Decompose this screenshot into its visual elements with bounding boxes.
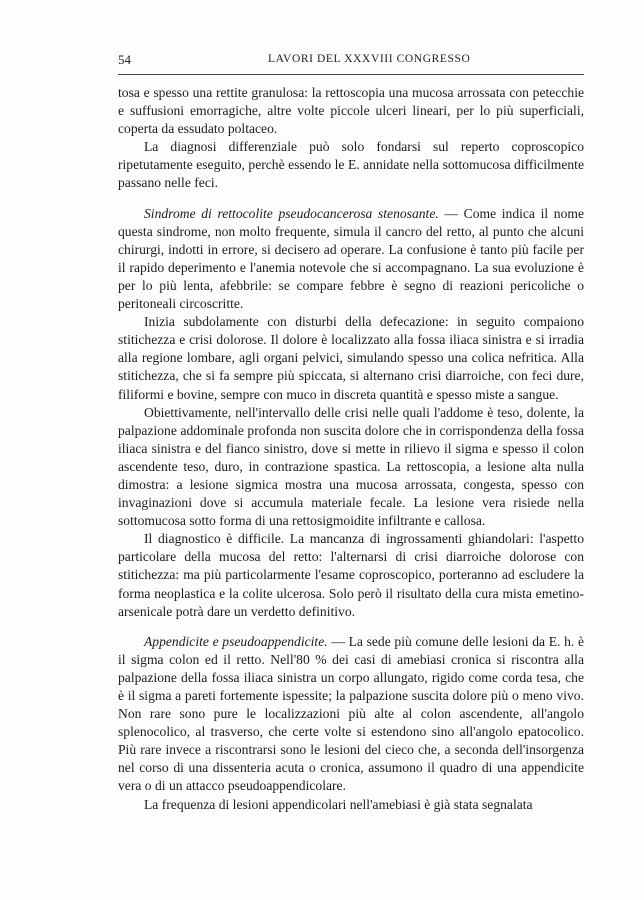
paragraph: tosa e spesso una rettite granulosa: la rettoscopia una mucosa arrossata con petecchie e suffusioni emorragiche, altre volte piccole ulceri lineari, per lo più superficiali, coperta da essudato poltaceo. <box>118 85 584 137</box>
page-header <box>118 50 584 72</box>
paragraph: Obiettivamente, nell'intervallo delle crisi nelle quali l'addome è teso, dolente, la palpazione addominale profonda non suscita dolore che in corrispondenza della fossa iliaca sinistra e del fianco sinistro, dove si mette in rilievo il sigma e spesso il colon ascendente teso, duro, in contrazione spastica. La rettoscopia, a lesione alta nulla dimostra: a lesione sigmica mostra una mucosa arrossata, congesta, spesso con invaginazioni dove si accumula materiale fecale. La lesione vera risiede nella sottomucosa sotto forma di una rettosigmoidite infiltrante e callosa. <box>118 404 584 529</box>
section-title: Appendicite e pseudoappendicite. <box>144 633 328 649</box>
section-title: Sindrome di rettocolite pseudocancerosa stenosante. <box>144 205 439 221</box>
paragraph: La frequenza di lesioni appendicolari nell'amebiasi è già stata segnalata <box>144 796 533 812</box>
header-rule <box>118 74 584 75</box>
running-title: LAVORI DEL XXXVIII CONGRESSO <box>268 53 471 65</box>
body-text <box>118 84 584 814</box>
paragraph: Inizia subdolamente con disturbi della defecazione: in seguito compaiono stitichezza e crisi dolorose. Il dolore è localizzato alla fossa iliaca sinistra e si irradia alla regione lombare, agli organi pelvici, simulando spesso una colica nefritica. Alla stitichezza, che si fa sempre più spiccata, si alternano crisi diarroiche, con feci dure, filiformi e bovine, sempre con muco in discreta quantità e spesso miste a sangue. <box>118 314 584 402</box>
paragraph: Il diagnostico è difficile. La mancanza di ingrossamenti ghiandolari: l'aspetto particolare della mucosa del retto: l'alternarsi di crisi diarroiche dolorose con stitichezza: ma più particolarmente l'esame coproscopico, porteranno ad escludere la forma neoplastica e la colite ulcerosa. Solo però il risultato della cura mista emetino-arsenicale potrà dare un verdetto definitivo. <box>118 531 584 619</box>
section-paragraph: Sindrome di rettocolite pseudocancerosa stenosante. — Come indica il nome questa sindrome, non molto frequente, simula il cancro del retto, al punto che alcuni chirurgi, indotti in errore, si decisero ad operare. La confusione è tanto più facile per il rapido deperimento e l'anemia notevole che si accompagnano. La sua evoluzione è per lo più lenta, afebbrile: se compare febbre è segno di reazioni pericoliche o peritoneali circoscritte. <box>118 205 584 312</box>
section-paragraph: Appendicite e pseudoappendicite. — La sede più comune delle lesioni da E. h. è il sigma colon ed il retto. Nell'80 % dei casi di amebiasi cronica si riscontra alla palpazione della fossa iliaca sinistra un corpo allungato, rigido come corda tesa, che è il sigma a pareti fortemente ispessite; la palpazione suscita dolore più o meno vivo. Non rare sono pure le localizzazioni più alte al colon ascendente, all'angolo splenocolico, al trasverso, che certe volte si estendono sino all'angolo epatocolico. Più rare invece a riscontrarsi sono le lesioni del cieco che, a seconda dell'insorgenza nel corso di una dissenteria acuta o cronica, assumono il quadro di una appendicite vera o di un attacco pseudoappendicolare. <box>118 633 585 794</box>
page-number: 54 <box>118 52 131 67</box>
paragraph: La diagnosi differenziale può solo fondarsi sul reperto coproscopico ripetutamente eseguito, perchè essendo le E. annidate nella sottomucosa difficilmente passano nelle feci. <box>118 139 584 191</box>
